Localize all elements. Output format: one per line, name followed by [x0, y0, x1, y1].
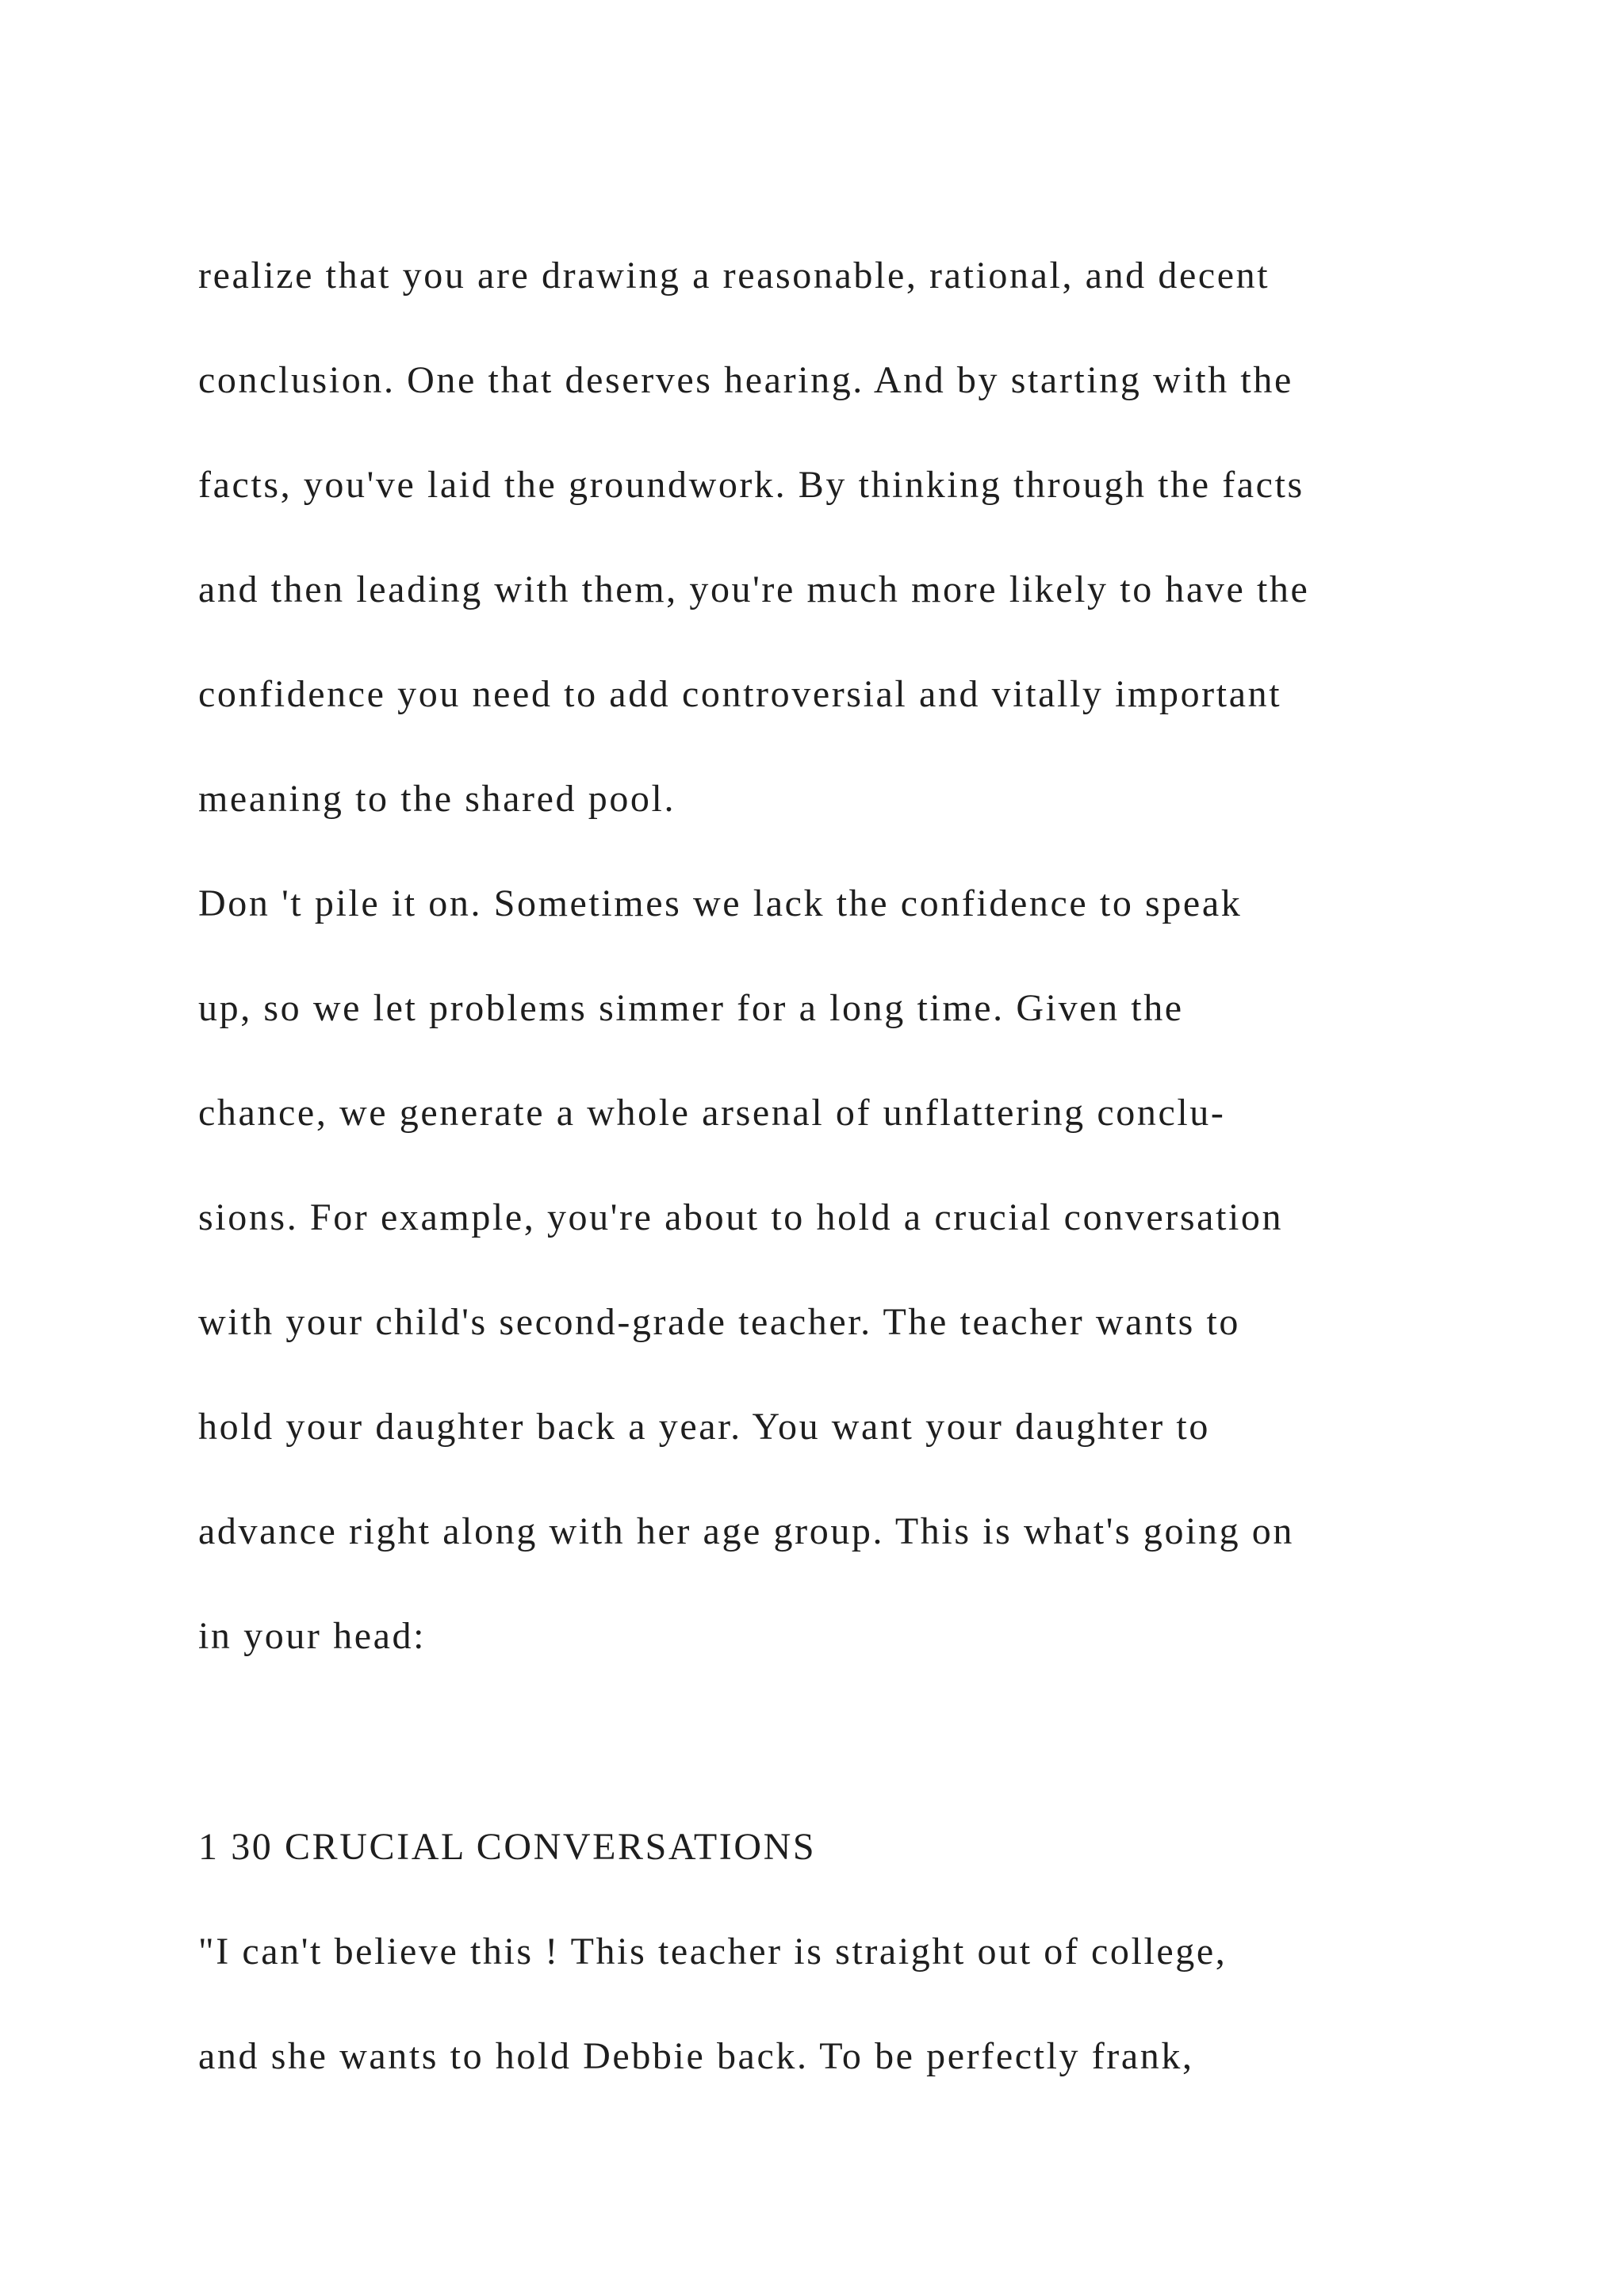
text-line: with your child's second-grade teacher. The teacher wants to [198, 1301, 1240, 1343]
text-line: sions. For example, you're about to hold a crucial conversation [198, 1196, 1284, 1238]
text-line: Don 't pile it on. Sometimes we lack the confidence to speak [198, 882, 1243, 924]
text-line: hold your daughter back a year. You want your daughter to [198, 1406, 1210, 1448]
text-line: "I can't believe this ! This teacher is straight out of college, [198, 1931, 1228, 1973]
text-line: in your head: [198, 1615, 427, 1657]
text-line: and she wants to hold Debbie back. To be perfectly frank, [198, 2035, 1194, 2077]
text-line: facts, you've laid the groundwork. By thinking through the facts [198, 464, 1304, 506]
text-line: chance, we generate a whole arsenal of unflattering conclu- [198, 1092, 1226, 1134]
running-header: 1 30 CRUCIAL CONVERSATIONS [198, 1826, 817, 1868]
text-line: and then leading with them, you're much more likely to have the [198, 568, 1310, 610]
text-line: conclusion. One that deserves hearing. And by starting with the [198, 359, 1293, 401]
text-line: meaning to the shared pool. [198, 778, 676, 820]
text-line: up, so we let problems simmer for a long time. Given the [198, 987, 1184, 1029]
text-line: confidence you need to add controversial and vitally important [198, 673, 1282, 715]
text-line: advance right along with her age group. This is what's going on [198, 1510, 1294, 1552]
text-line: realize that you are drawing a reasonable, rational, and decent [198, 254, 1270, 297]
